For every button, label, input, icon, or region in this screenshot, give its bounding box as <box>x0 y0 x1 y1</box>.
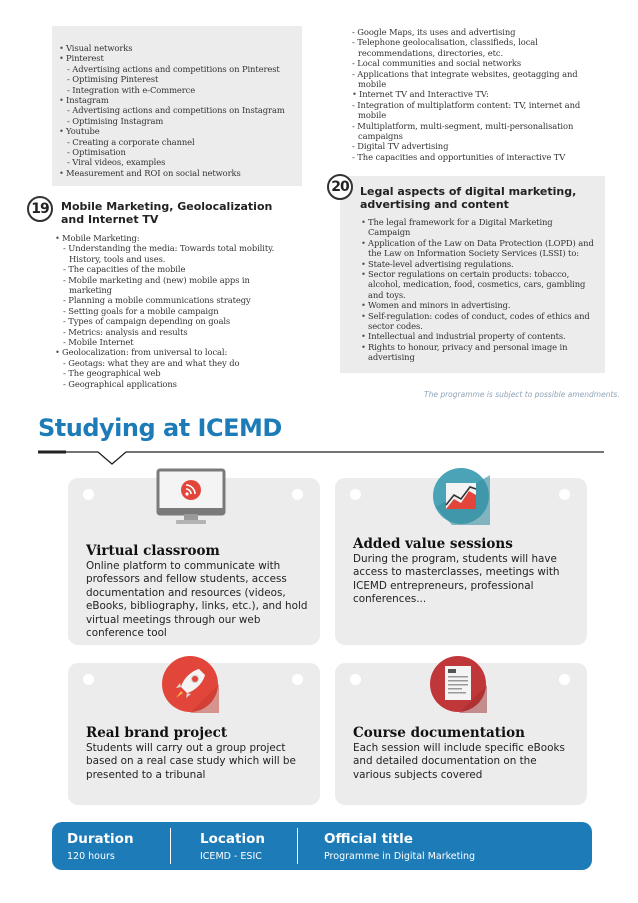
list-item: • Internet TV and Interactive TV: <box>352 89 592 99</box>
card-dot-right <box>292 489 303 500</box>
list-item: • Intellectual and industrial property of contents. <box>361 331 596 341</box>
list-item: - Planning a mobile communications strategy <box>63 295 251 306</box>
rocket-icon <box>161 655 219 713</box>
card-dot-right <box>559 674 570 685</box>
module19-list <box>55 233 295 389</box>
list-item: - Types of campaign depending on goals <box>63 316 231 327</box>
list-item: - Creating a corporate channel <box>67 136 195 147</box>
bar-divider <box>297 828 298 864</box>
list-item: • Sector regulations on certain products: tobacco, alcohol, medication, food, cosmetics, cars, gambling and toys. <box>361 269 596 300</box>
duration-label: Duration <box>67 831 134 847</box>
card-text: Students will carry out a group project based on a real case study which will be presented to a tribunal <box>86 742 296 781</box>
card-dot-right <box>559 489 570 500</box>
list-item: - Google Maps, its uses and advertising <box>352 27 516 37</box>
monitor-rss-icon <box>156 468 226 526</box>
location-label: Location <box>200 831 265 847</box>
module19-continued-list <box>352 27 592 162</box>
list-item: - Integration of multiplatform content: TV, internet and mobile <box>352 99 581 121</box>
list-item: - Digital TV advertising <box>352 141 449 152</box>
list-item: • Pinterest <box>59 53 299 63</box>
module18-continued-panel <box>52 26 302 186</box>
heading-underline <box>38 446 608 468</box>
list-item: • Measurement and ROI on social networks <box>59 168 299 178</box>
module19-title: Mobile Marketing, Geolocalization and Internet TV <box>61 200 273 226</box>
module19-number-badge: 19 <box>27 196 53 222</box>
list-item: • Mobile Marketing: <box>55 233 295 243</box>
card-title: Virtual classroom <box>86 543 220 559</box>
list-item: - Understanding the media: Towards total mobility. History, tools and uses. <box>63 243 275 264</box>
card-dot-left <box>350 674 361 685</box>
list-item: - Setting goals for a mobile campaign <box>63 305 219 316</box>
list-item: • Rights to honour, privacy and personal image in advertising <box>361 342 596 363</box>
card-title: Course documentation <box>353 725 525 741</box>
list-item: • Geolocalization: from universal to local: <box>55 347 295 357</box>
document-icon <box>429 655 487 713</box>
module20-panel <box>340 176 605 373</box>
official-title-label: Official title <box>324 831 413 847</box>
list-item: • Self-regulation: codes of conduct, codes of ethics and sector codes. <box>361 311 596 332</box>
card-title: Real brand project <box>86 725 228 741</box>
card-dot-right <box>292 674 303 685</box>
duration-value: 120 hours <box>67 851 115 862</box>
list-item: - Integration with e-Commerce <box>67 84 196 95</box>
card-dot-left <box>83 674 94 685</box>
list-item: - Multiplatform, multi-segment, multi-personalisation campaigns <box>352 120 574 142</box>
list-item: • Application of the Law on Data Protection (LOPD) and the Law on Information Society Services (LSSI) to: <box>361 238 596 259</box>
bar-divider <box>170 828 171 864</box>
list-item: - Metrics: analysis and results <box>63 326 188 337</box>
list-item: - Local communities and social networks <box>352 58 522 69</box>
amendment-note: The programme is subject to possible amendments. <box>424 390 620 399</box>
list-item: • State-level advertising regulations. <box>361 259 596 269</box>
list-item: - Applications that integrate websites, geotagging and mobile <box>352 68 578 90</box>
list-item: - Telephone geolocalisation, classifieds, local recommendations, directories, etc. <box>352 37 538 58</box>
list-item: - Viral videos, examples <box>67 157 166 168</box>
list-item: - Optimising Pinterest <box>67 74 159 85</box>
list-item: - The capacities and opportunities of interactive TV <box>352 151 566 162</box>
card-title: Added value sessions <box>353 536 513 552</box>
module18-list <box>59 43 299 178</box>
card-dot-left <box>350 489 361 500</box>
module20-title: Legal aspects of digital marketing, advertising and content <box>360 185 577 211</box>
list-item: • The legal framework for a Digital Marketing Campaign <box>361 217 596 238</box>
list-item: - Geographical applications <box>63 378 177 389</box>
list-item: • Youtube <box>59 126 299 136</box>
programme-info-bar <box>52 822 592 870</box>
list-item: • Women and minors in advertising. <box>361 300 596 310</box>
list-item: - Mobile Internet <box>63 337 134 348</box>
card-text: Online platform to communicate with professors and fellow students, access documentation and resources (videos, eBooks, bibliography, links, etc.), and hold virtual meetings through our web conference tool <box>86 560 308 640</box>
list-item: - The geographical web <box>63 368 161 379</box>
growth-chart-icon <box>432 467 490 525</box>
card-text: Each session will include specific eBooks and detailed documentation on the various subjects covered <box>353 742 565 781</box>
official-title-value: Programme in Digital Marketing <box>324 851 476 862</box>
list-item: - Optimising Instagram <box>67 115 164 126</box>
list-item: - Optimisation <box>67 147 126 158</box>
list-item: - Mobile marketing and (new) mobile apps in marketing <box>63 274 250 296</box>
card-dot-left <box>83 489 94 500</box>
studying-heading: Studying at ICEMD <box>38 414 282 442</box>
location-value: ICEMD - ESIC <box>200 851 262 862</box>
list-item: - Advertising actions and competitions on Pinterest <box>67 63 280 74</box>
list-item: - Geotags: what they are and what they do <box>63 357 240 368</box>
card-text: During the program, students will have access to masterclasses, meetings with ICEMD entrepreneurs, professional conferences... <box>353 553 560 606</box>
list-item: • Visual networks <box>59 43 299 53</box>
list-item: • Instagram <box>59 95 299 105</box>
module20-list <box>361 217 596 363</box>
list-item: - The capacities of the mobile <box>63 264 186 275</box>
list-item: - Advertising actions and competitions on Instagram <box>67 105 285 116</box>
module20-number-badge: 20 <box>327 174 353 200</box>
